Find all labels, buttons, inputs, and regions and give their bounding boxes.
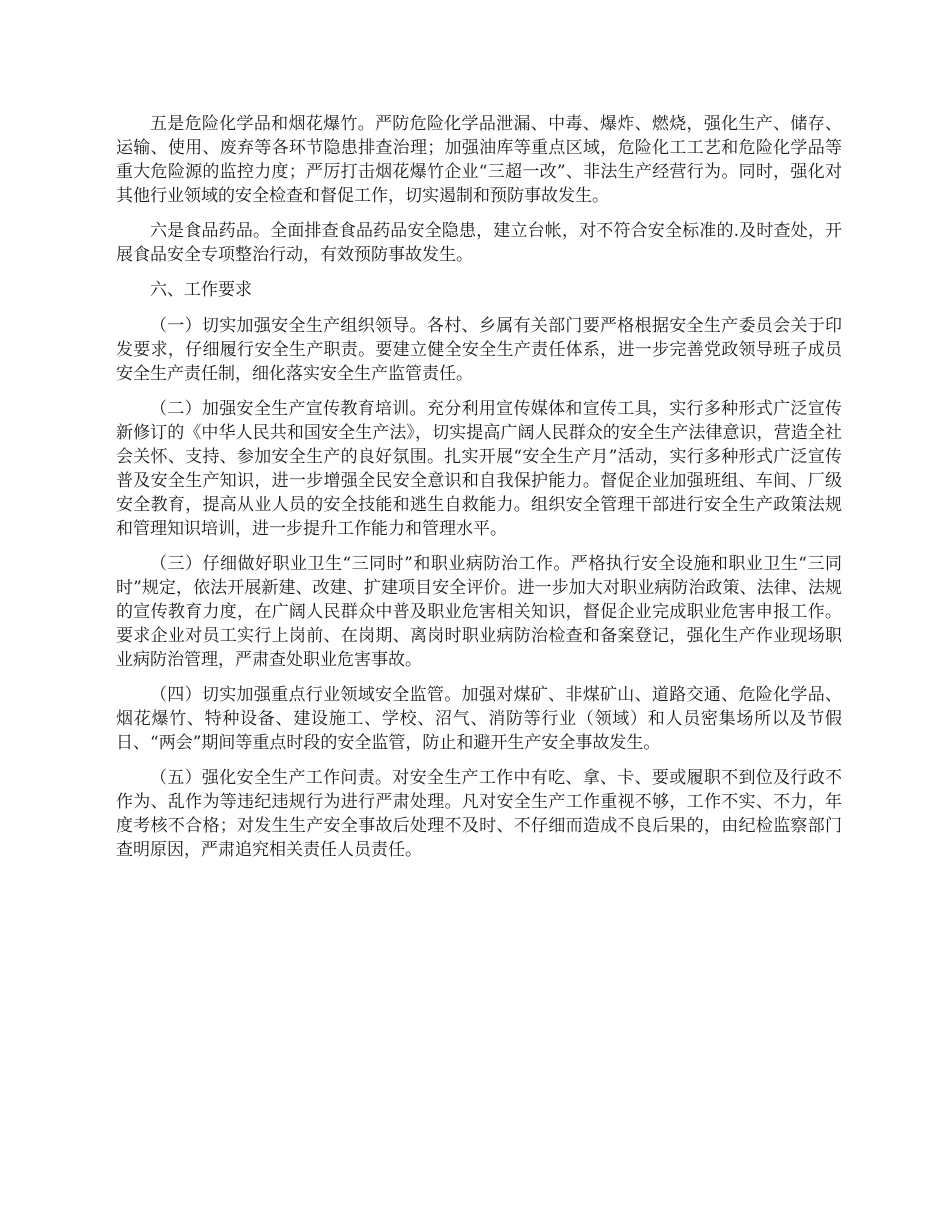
paragraph-requirement-1: （一）切实加强安全生产组织领导。各村、乡属有关部门要严格根据安全生产委员会关于印发要求，仔细履行安全生产职责。要建立健全安全生产责任体系，进一步完善党政领导班子成员安全生产责任制，细化落实安全生产监管责任。 — [116, 316, 842, 384]
paragraph-food-drugs: 六是食品药品。全面排查食品药品安全隐患，建立台帐，对不符合安全标准的.及时查处，开展食品安全专项整治行动，有效预防事故发生。 — [116, 221, 842, 265]
paragraph-requirement-5: （五）强化安全生产工作问责。对安全生产工作中有吃、拿、卡、要或履职不到位及行政不作为、乱作为等违纪违规行为进行严肃处理。凡对安全生产工作重视不够，工作不实、不力，年度考核不合格；对发生生产安全事故后处理不及时、不仔细而造成不良后果的，由纪检监察部门查明原因，严肃追究相关责任人员责任。 — [116, 768, 842, 860]
paragraph-requirement-3: （三）仔细做好职业卫生“三同时”和职业病防治工作。严格执行安全设施和职业卫生“三同时”规定，依法开展新建、改建、扩建项目安全评价。进一步加大对职业病防治政策、法律、法规的宣传教育力度，在广阔人民群众中普及职业危害相关知识，督促企业完成职业危害申报工作。要求企业对员工实行上岗前、在岗期、离岗时职业病防治检查和备案登记，强化生产作业现场职业病防治管理，严肃查处职业危害事故。 — [116, 554, 842, 670]
paragraph-hazardous-chemicals: 五是危险化学品和烟花爆竹。严防危险化学品泄漏、中毒、爆炸、燃烧，强化生产、储存、运输、使用、废弃等各环节隐患排查治理；加强油库等重点区域，危险化工工艺和危险化学品等重大危险源的监控力度；严厉打击烟花爆竹企业“三超一改”、非法生产经营行为。同时，强化对其他行业领域的安全检查和督促工作，切实遏制和预防事故发生。 — [116, 114, 842, 206]
paragraph-requirement-4: （四）切实加强重点行业领域安全监管。加强对煤矿、非煤矿山、道路交通、危险化学品、烟花爆竹、特种设备、建设施工、学校、沼气、消防等行业（领域）和人员密集场所以及节假日、“两会”期间等重点时段的安全监管，防止和避开生产安全事故发生。 — [116, 685, 842, 753]
paragraph-requirement-2: （二）加强安全生产宣传教育培训。充分利用宣传媒体和宣传工具，实行多种形式广泛宣传新修订的《中华人民共和国安全生产法》，切实提高广阔人民群众的安全生产法律意识，营造全社会关怀、支持、参加安全生产的良好氛围。扎实开展“安全生产月”活动，实行多种形式广泛宣传普及安全生产知识，进一步增强全民安全意识和自我保护能力。督促企业加强班组、车间、厂级安全教育，提高从业人员的安全技能和逃生自救能力。组织安全管理干部进行安全生产政策法规和管理知识培训，进一步提升工作能力和管理水平。 — [116, 399, 842, 539]
document-body — [116, 112, 842, 873]
section-heading-work-requirements: 六、工作要求 — [150, 280, 252, 300]
